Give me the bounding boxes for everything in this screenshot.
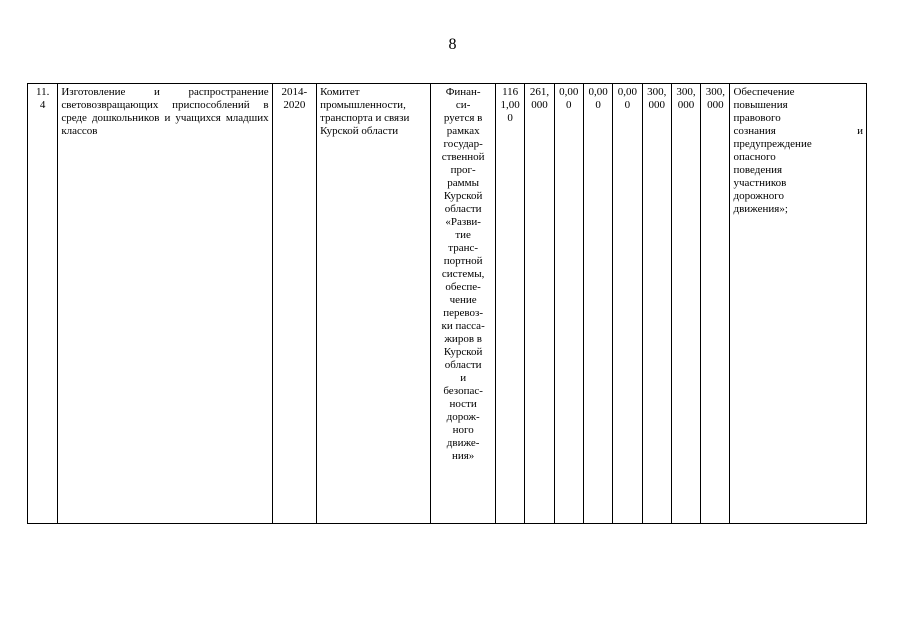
result-line: правового bbox=[733, 112, 781, 124]
value-cell bbox=[642, 84, 671, 524]
value-text: 116 1,00 0 bbox=[500, 86, 520, 124]
funding-line: портной bbox=[443, 255, 483, 267]
funding-line: области bbox=[444, 359, 482, 371]
program-table bbox=[27, 83, 867, 524]
page-number: 8 bbox=[448, 36, 457, 53]
result-line: участников bbox=[733, 177, 787, 189]
value-text: 0,00 0 bbox=[588, 86, 608, 111]
value-text: 261, 000 bbox=[529, 86, 550, 111]
result-line: предупреждение bbox=[733, 138, 812, 150]
value-cell bbox=[583, 84, 612, 524]
table-row bbox=[28, 84, 867, 524]
funding-line: руется в bbox=[443, 112, 483, 124]
result-line: повышения bbox=[733, 99, 788, 111]
result-justified-line bbox=[733, 125, 863, 138]
value-text: 300, 000 bbox=[647, 86, 667, 111]
funding-line: чение bbox=[449, 294, 477, 306]
value-cell bbox=[613, 84, 642, 524]
funding-line: «Разви- bbox=[445, 216, 481, 228]
result-word: сознания bbox=[733, 125, 776, 137]
funding-line: ного bbox=[452, 424, 474, 436]
row-number-text: 11. 4 bbox=[35, 86, 50, 111]
row-number bbox=[28, 84, 58, 524]
expected-result bbox=[730, 84, 867, 524]
funding-line: ности bbox=[449, 398, 477, 410]
result-line: движения»; bbox=[733, 203, 788, 215]
years-text: 2014- 2020 bbox=[281, 86, 308, 111]
result-line: дорожного bbox=[733, 190, 785, 202]
funding-line: Курской bbox=[443, 346, 483, 358]
funding-line: Финан- bbox=[445, 86, 481, 98]
funding-line: перевоз- bbox=[443, 307, 484, 319]
funding-line: рамках bbox=[446, 125, 480, 137]
value-cell bbox=[525, 84, 554, 524]
years-period bbox=[272, 84, 316, 524]
funding-line: ки пасса- bbox=[441, 320, 485, 332]
executor: Комитет промышленности, транспорта и связи Курской области bbox=[317, 84, 431, 524]
funding-line: безопас- bbox=[443, 385, 483, 397]
funding-line: системы, bbox=[441, 268, 485, 280]
result-line: опасного bbox=[733, 151, 776, 163]
funding-line: раммы bbox=[447, 177, 479, 189]
result-word: и bbox=[857, 125, 863, 137]
value-text: 0,00 0 bbox=[617, 86, 638, 111]
funding-line: тие bbox=[455, 229, 471, 241]
funding-line: Курской bbox=[443, 190, 483, 202]
funding-line: ния» bbox=[451, 450, 475, 462]
funding-line: си- bbox=[455, 99, 471, 111]
value-text: 300, 000 bbox=[705, 86, 725, 111]
funding-line: обеспе- bbox=[445, 281, 481, 293]
value-cell bbox=[554, 84, 583, 524]
result-line: поведения bbox=[733, 164, 783, 176]
value-cell bbox=[701, 84, 730, 524]
funding-line: транс- bbox=[448, 242, 479, 254]
funding-source bbox=[431, 84, 496, 524]
funding-line: ственной bbox=[441, 151, 485, 163]
funding-line: области bbox=[444, 203, 482, 215]
funding-line: прог- bbox=[450, 164, 476, 176]
value-cell bbox=[495, 84, 524, 524]
funding-line: движе- bbox=[446, 437, 480, 449]
funding-line: и bbox=[460, 372, 467, 384]
funding-line: жиров в bbox=[444, 333, 482, 345]
result-line: Обеспечение bbox=[733, 86, 795, 98]
funding-line: государ- bbox=[443, 138, 483, 150]
value-cell bbox=[671, 84, 700, 524]
activity-name: Изготовление и распространение световозвращающих приспособлений в среде дошкольников и учащихся младших классов bbox=[58, 84, 272, 524]
value-text: 300, 000 bbox=[676, 86, 696, 111]
funding-line: дорож- bbox=[446, 411, 480, 423]
value-text: 0,00 0 bbox=[559, 86, 579, 111]
